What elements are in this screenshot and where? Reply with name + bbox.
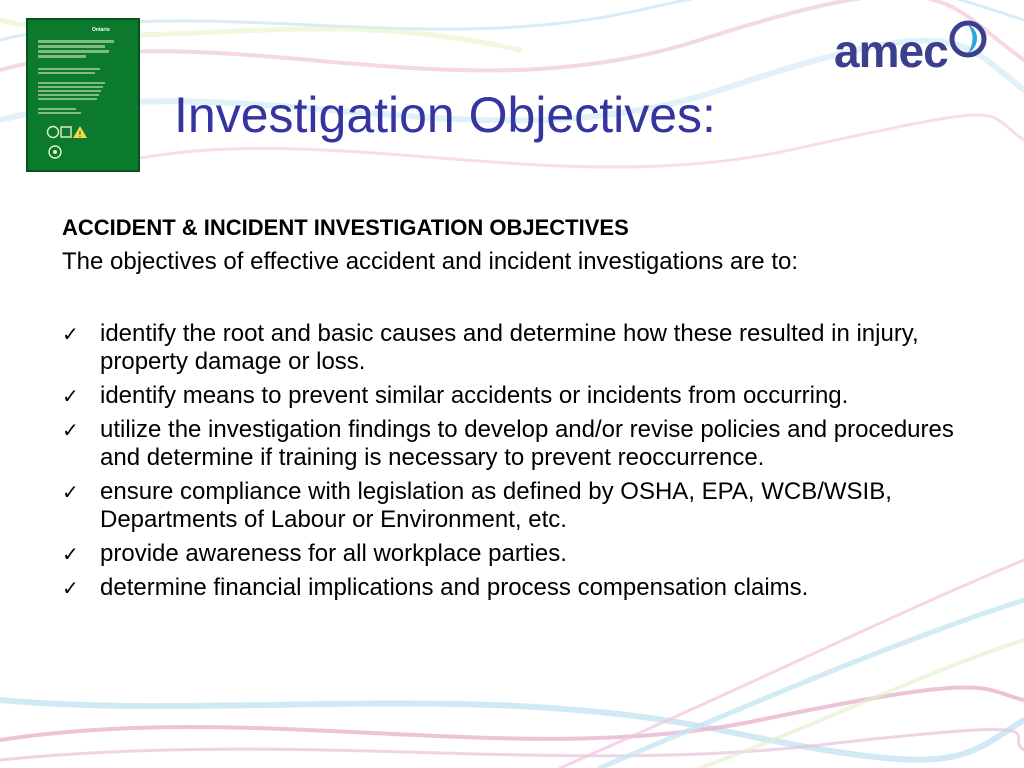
bullet-text: ensure compliance with legislation as defined by OSHA, EPA, WCB/WSIB, Departments of Labour or Environment, etc. xyxy=(100,478,892,533)
objectives-list xyxy=(62,320,982,608)
book-cover-fine-print xyxy=(38,38,133,116)
list-item xyxy=(62,574,982,602)
list-item xyxy=(62,478,982,534)
bullet-text: utilize the investigation findings to develop and/or revise policies and procedures and determine if training is necessary to prevent reoccurrence. xyxy=(100,416,954,471)
list-item xyxy=(62,416,982,472)
check-mark-icon: ✓ xyxy=(62,384,79,408)
safety-symbols-icon xyxy=(46,125,106,165)
bullet-text: identify means to prevent similar accidents or incidents from occurring. xyxy=(100,382,849,409)
book-publisher: Ontario xyxy=(92,27,110,33)
check-mark-icon: ✓ xyxy=(62,576,79,600)
section-heading: ACCIDENT & INCIDENT INVESTIGATION OBJECTIVES xyxy=(62,215,629,240)
bullet-text: identify the root and basic causes and determine how these resulted in injury, property damage or loss. xyxy=(100,320,919,375)
bullet-text: provide awareness for all workplace parties. xyxy=(100,540,567,567)
slide-title: Investigation Objectives: xyxy=(174,87,716,143)
list-item xyxy=(62,320,982,376)
list-item xyxy=(62,382,982,410)
intro-text: The objectives of effective accident and incident investigations are to: xyxy=(62,248,798,275)
check-mark-icon: ✓ xyxy=(62,480,79,504)
list-item xyxy=(62,540,982,568)
svg-text:!: ! xyxy=(78,130,82,139)
amec-logo xyxy=(834,21,984,81)
logo-text: amec xyxy=(834,25,948,77)
amec-logo-mark-icon xyxy=(946,17,990,61)
check-mark-icon: ✓ xyxy=(62,542,79,566)
check-mark-icon: ✓ xyxy=(62,322,79,346)
ontario-ohs-act-book-cover-image xyxy=(26,18,140,172)
check-mark-icon: ✓ xyxy=(62,418,79,442)
bullet-text: determine financial implications and process compensation claims. xyxy=(100,574,809,601)
slide-body xyxy=(62,214,982,601)
